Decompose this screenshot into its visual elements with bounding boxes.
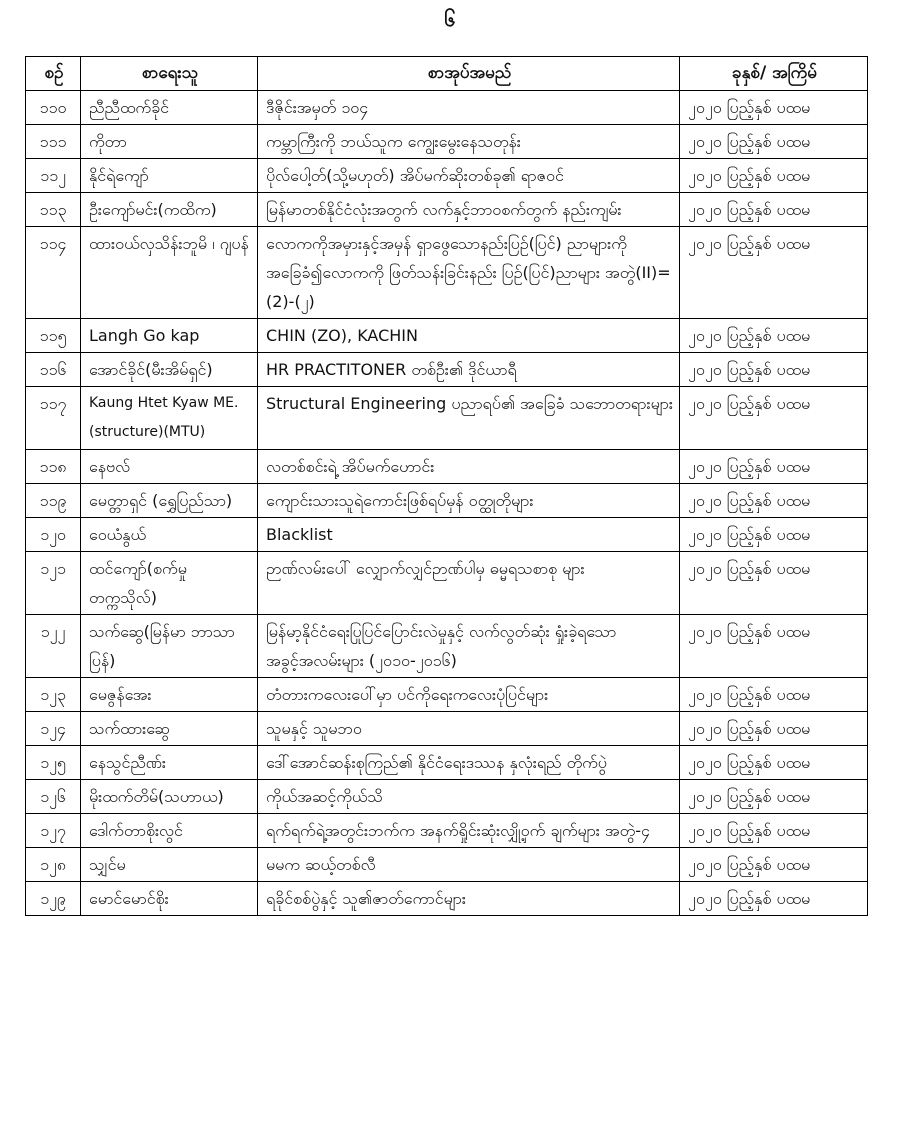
row-date: ၂၀၂၀ ပြည့်နှစ် ပထမ [680, 678, 868, 712]
row-no: ၁၂၇ [26, 814, 81, 848]
table-row [26, 450, 868, 484]
row-author: ညီညီထက်ခိုင် [81, 91, 258, 125]
row-title: HR PRACTITONER တစ်ဦး၏ ဒိုင်ယာရီ [258, 353, 680, 387]
row-no: ၁၂၂ [26, 615, 81, 678]
row-date: ၂၀၂၀ ပြည့်နှစ် ပထမ [680, 848, 868, 882]
row-author: ဦးကျော်မင်း(ကထိက) [81, 193, 258, 227]
table-row [26, 193, 868, 227]
row-date: ၂၀၂၀ ပြည့်နှစ် ပထမ [680, 712, 868, 746]
row-no: ၁၁၂ [26, 159, 81, 193]
row-author: မေဇွန်အေး [81, 678, 258, 712]
row-no: ၁၂၈ [26, 848, 81, 882]
row-title: Blacklist [258, 518, 680, 552]
row-date: ၂၀၂၀ ပြည့်နှစ် ပထမ [680, 814, 868, 848]
row-author: နေဗလ် [81, 450, 258, 484]
table-row [26, 91, 868, 125]
header-date: ခုနှစ်/ အကြိမ် [680, 57, 868, 91]
row-author: နေသွင်ညီဏ်း [81, 746, 258, 780]
row-date: ၂၀၂၀ ပြည့်နှစ် ပထမ [680, 319, 868, 353]
row-date: ၂၀၂၀ ပြည့်နှစ် ပထမ [680, 450, 868, 484]
row-date: ၂၀၂၀ ပြည့်နှစ် ပထမ [680, 882, 868, 916]
row-no: ၁၁၉ [26, 484, 81, 518]
table-row [26, 848, 868, 882]
row-no: ၁၂၄ [26, 712, 81, 746]
row-author: သျှင်မ [81, 848, 258, 882]
row-author: မောင်မောင်စိုး [81, 882, 258, 916]
row-author: နိုင်ရဲကျော် [81, 159, 258, 193]
table-row [26, 615, 868, 678]
row-title: ဉာဏ်လမ်းပေါ် လျှောက်လျှင်ဉာဏ်ပါမှ ဓမ္မရသစာစု များ [258, 552, 680, 615]
table-row [26, 712, 868, 746]
row-author: Kaung Htet Kyaw ME.(structure)(MTU) [81, 387, 258, 450]
row-no: ၁၂၀ [26, 518, 81, 552]
table-row [26, 353, 868, 387]
row-date: ၂၀၂၀ ပြည့်နှစ် ပထမ [680, 159, 868, 193]
row-no: ၁၂၁ [26, 552, 81, 615]
row-no: ၁၁၅ [26, 319, 81, 353]
row-title: လတစ်စင်းရဲ့ အိပ်မက်ဟောင်း [258, 450, 680, 484]
row-title: ဒေါ်အောင်ဆန်းစုကြည်၏ နိုင်ငံရေးဒဿန နှလုံးရည် တိုက်ပွဲ [258, 746, 680, 780]
row-no: ၁၁၀ [26, 91, 81, 125]
row-title: CHIN (ZO), KACHIN [258, 319, 680, 353]
header-title: စာအုပ်အမည် [258, 57, 680, 91]
row-no: ၁၁၇ [26, 387, 81, 450]
row-date: ၂၀၂၀ ပြည့်နှစ် ပထမ [680, 615, 868, 678]
row-date: ၂၀၂၀ ပြည့်နှစ် ပထမ [680, 780, 868, 814]
row-author: ဒေါက်တာစိုးလွင် [81, 814, 258, 848]
row-author: ဝေယံနွယ် [81, 518, 258, 552]
row-author: မေတ္တာရှင် (ရွှေပြည်သာ) [81, 484, 258, 518]
row-author: မိုးထက်တိမ်(သဟာယ) [81, 780, 258, 814]
row-title: မြန်မာ့နိုင်ငံရေးပြုပြင်ပြောင်းလဲမှုနှင့် လက်လွတ်ဆုံး ရှုံးခဲ့ရသော အခွင့်အလမ်းများ (၂၀၁၀-၂၀၁၆) [258, 615, 680, 678]
table-body [26, 91, 868, 916]
table-row [26, 484, 868, 518]
row-date: ၂၀၂၀ ပြည့်နှစ် ပထမ [680, 484, 868, 518]
row-author: Langh Go kap [81, 319, 258, 353]
row-author: ထင်ကျော်(စက်မှု တက္ကသိုလ်) [81, 552, 258, 615]
header-author: စာရေးသူ [81, 57, 258, 91]
row-date: ၂၀၂၀ ပြည့်နှစ် ပထမ [680, 353, 868, 387]
row-title: မြန်မာတစ်နိုင်ငံလုံးအတွက် လက်နှင့်ဘာဝစက်တွက် နည်းကျမ်း [258, 193, 680, 227]
table-header-row [26, 57, 868, 91]
row-no: ၁၁၄ [26, 227, 81, 319]
row-title: ဒီဇိုင်းအမှတ် ၁၀၄ [258, 91, 680, 125]
row-author: ကိုတာ [81, 125, 258, 159]
row-date: ၂၀၂၀ ပြည့်နှစ် ပထမ [680, 746, 868, 780]
table-row [26, 319, 868, 353]
row-date: ၂၀၂၀ ပြည့်နှစ် ပထမ [680, 193, 868, 227]
row-title: ပိုလ်ပေါ့တ်(သို့မဟုတ်) အိပ်မက်ဆိုးတစ်ခု၏ ရာဇဝင် [258, 159, 680, 193]
row-no: ၁၁၁ [26, 125, 81, 159]
table-row [26, 678, 868, 712]
row-title: သူမနှင့် သူမဘဝ [258, 712, 680, 746]
table-row [26, 387, 868, 450]
row-title: ကျောင်းသားသူရဲကောင်းဖြစ်ရပ်မှန် ဝတ္ထုတိုများ [258, 484, 680, 518]
row-no: ၁၂၉ [26, 882, 81, 916]
row-title: ကမ္ဘာကြီးကို ဘယ်သူက ကျွေးမွေးနေသတုန်း [258, 125, 680, 159]
row-no: ၁၁၃ [26, 193, 81, 227]
row-date: ၂၀၂၀ ပြည့်နှစ် ပထမ [680, 125, 868, 159]
row-date: ၂၀၂၀ ပြည့်နှစ် ပထမ [680, 387, 868, 450]
row-title: မမက ဆယ့်တစ်လီ [258, 848, 680, 882]
row-author: သက်ထားဆွေ [81, 712, 258, 746]
row-no: ၁၁၆ [26, 353, 81, 387]
page-number: ၆ [444, 7, 456, 31]
row-title: Structural Engineering ပညာရပ်၏ အခြေခံ သဘောတရားများ [258, 387, 680, 450]
table-row [26, 552, 868, 615]
row-no: ၁၂၆ [26, 780, 81, 814]
table-row [26, 780, 868, 814]
row-author: ထားဝယ်လှသိန်းဘူမိ ၊ ဂျပန် [81, 227, 258, 319]
header-no: စဉ် [26, 57, 81, 91]
book-list-table [25, 56, 868, 916]
row-no: ၁၂၃ [26, 678, 81, 712]
row-title: ရခိုင်စစ်ပွဲနှင့် သူ၏ဇာတ်ကောင်များ [258, 882, 680, 916]
row-title: ကိုယ်အဆင့်ကိုယ်သိ [258, 780, 680, 814]
row-title: လောကကိုအမှားနှင့်အမှန် ရှာဖွေသောနည်းပြဉ်(ပြင်) ညာများကို အခြေခံ၍လောကကို ဖြတ်သန်းခြင်းနည်း ပြဉ်(ပြင်)ညာများ အတွဲ(II)=(2)-(၂) [258, 227, 680, 319]
row-no: ၁၁၈ [26, 450, 81, 484]
row-date: ၂၀၂၀ ပြည့်နှစ် ပထမ [680, 91, 868, 125]
row-title: တံတားကလေးပေါ်မှာ ပင်ကိုရေးကလေးပုံပြင်များ [258, 678, 680, 712]
row-date: ၂၀၂၀ ပြည့်နှစ် ပထမ [680, 518, 868, 552]
row-author: အောင်ခိုင်(မီးအိမ်ရှင်) [81, 353, 258, 387]
row-title: ရက်ရက်ရဲ့အတွင်းဘက်က အနက်ရှိုင်းဆုံးလျှို့ဝှက် ချက်များ အတွဲ-၄ [258, 814, 680, 848]
table-row [26, 814, 868, 848]
table-row [26, 882, 868, 916]
table-row [26, 159, 868, 193]
row-no: ၁၂၅ [26, 746, 81, 780]
table-row [26, 518, 868, 552]
row-date: ၂၀၂၀ ပြည့်နှစ် ပထမ [680, 227, 868, 319]
table-row [26, 125, 868, 159]
table-row [26, 746, 868, 780]
table-row [26, 227, 868, 319]
row-date: ၂၀၂၀ ပြည့်နှစ် ပထမ [680, 552, 868, 615]
row-author: သက်ဆွေ(မြန်မာ ဘာသာပြန်) [81, 615, 258, 678]
